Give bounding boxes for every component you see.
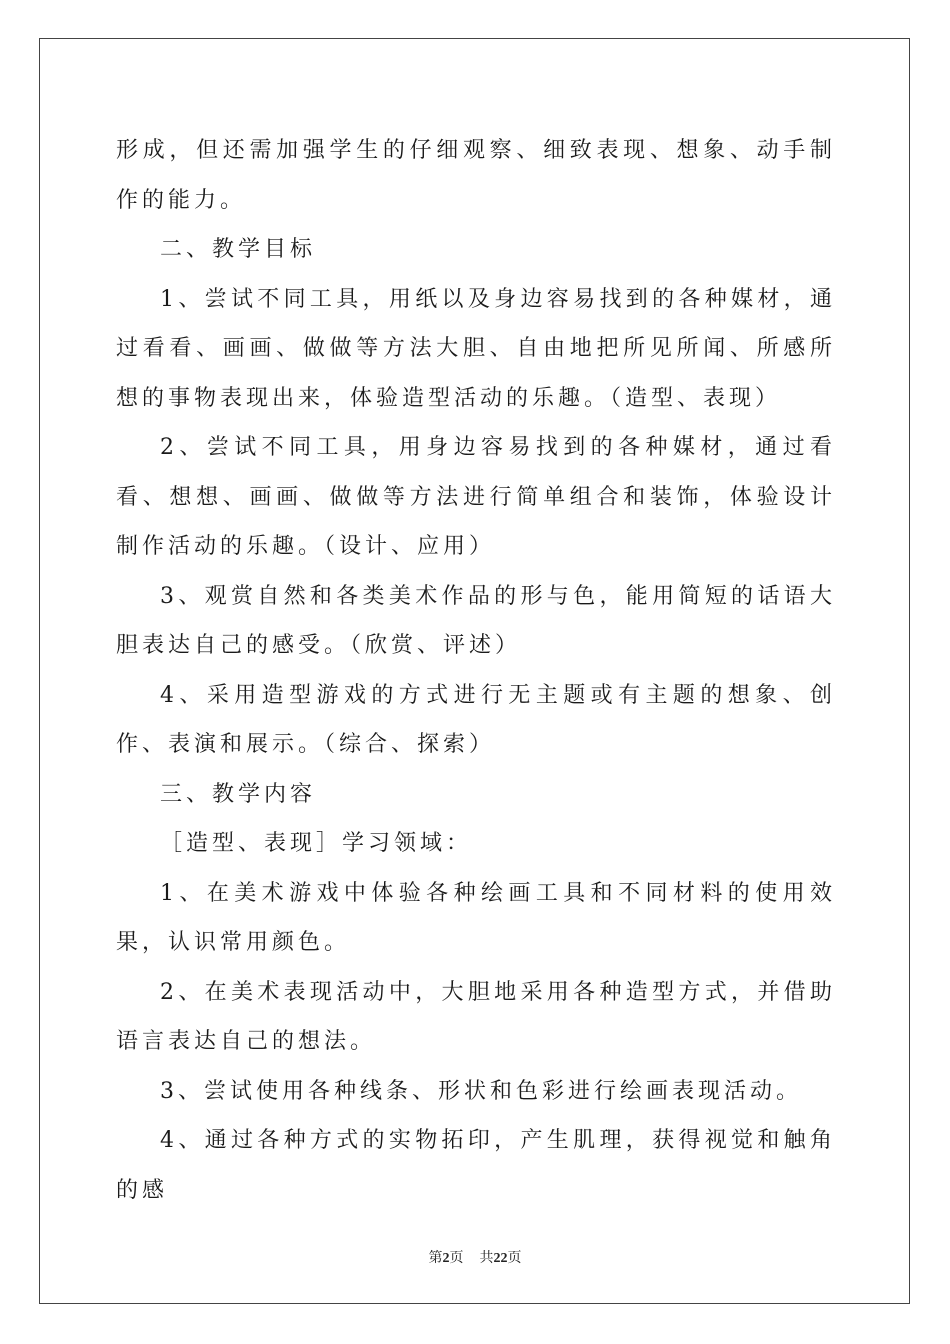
document-body: [116, 126, 836, 1215]
footer-prefix: 第: [428, 1251, 443, 1266]
paragraph: 形成，但还需加强学生的仔细观察、细致表现、想象、动手制作的能力。: [116, 138, 836, 213]
paragraph: 3、观赏自然和各类美术作品的形与色，能用简短的话语大胆表达自己的感受。（欣赏、评述）: [116, 583, 836, 658]
page-number: 2: [442, 1251, 450, 1266]
paragraph: 1、尝试不同工具，用纸以及身边容易找到的各种媒材，通过看看、画画、做做等方法大胆、自由地把所见所闻、所感所想的事物表现出来，体验造型活动的乐趣。（造型、表现）: [116, 286, 836, 411]
section-heading: 三、教学内容: [160, 781, 317, 807]
paragraph: 2、在美术表现活动中，大胆地采用各种造型方式，并借助语言表达自己的想法。: [116, 979, 836, 1054]
paragraph: 4、采用造型游戏的方式进行无主题或有主题的想象、创作、表演和展示。（综合、探索）: [116, 682, 836, 757]
paragraph: 4、通过各种方式的实物拓印，产生肌理，获得视觉和触角的感: [116, 1128, 836, 1203]
footer-total-suffix: 页: [507, 1251, 522, 1266]
subsection-heading: ［造型、表现］学习领域：: [160, 831, 473, 856]
paragraph: 1、在美术游戏中体验各种绘画工具和不同材料的使用效果，认识常用颜色。: [116, 880, 836, 955]
footer-page-suffix: 页: [449, 1251, 464, 1266]
page-footer: [0, 1247, 950, 1267]
section-heading: 二、教学目标: [160, 237, 317, 262]
footer-total-prefix: 共: [479, 1251, 494, 1266]
paragraph: 2、尝试不同工具，用身边容易找到的各种媒材，通过看看、想想、画画、做做等方法进行简单组合和装饰，体验设计制作活动的乐趣。（设计、应用）: [116, 435, 836, 559]
paragraph: 3、尝试使用各种线条、形状和色彩进行绘画表现活动。: [160, 1078, 802, 1104]
total-pages: 22: [493, 1251, 508, 1266]
